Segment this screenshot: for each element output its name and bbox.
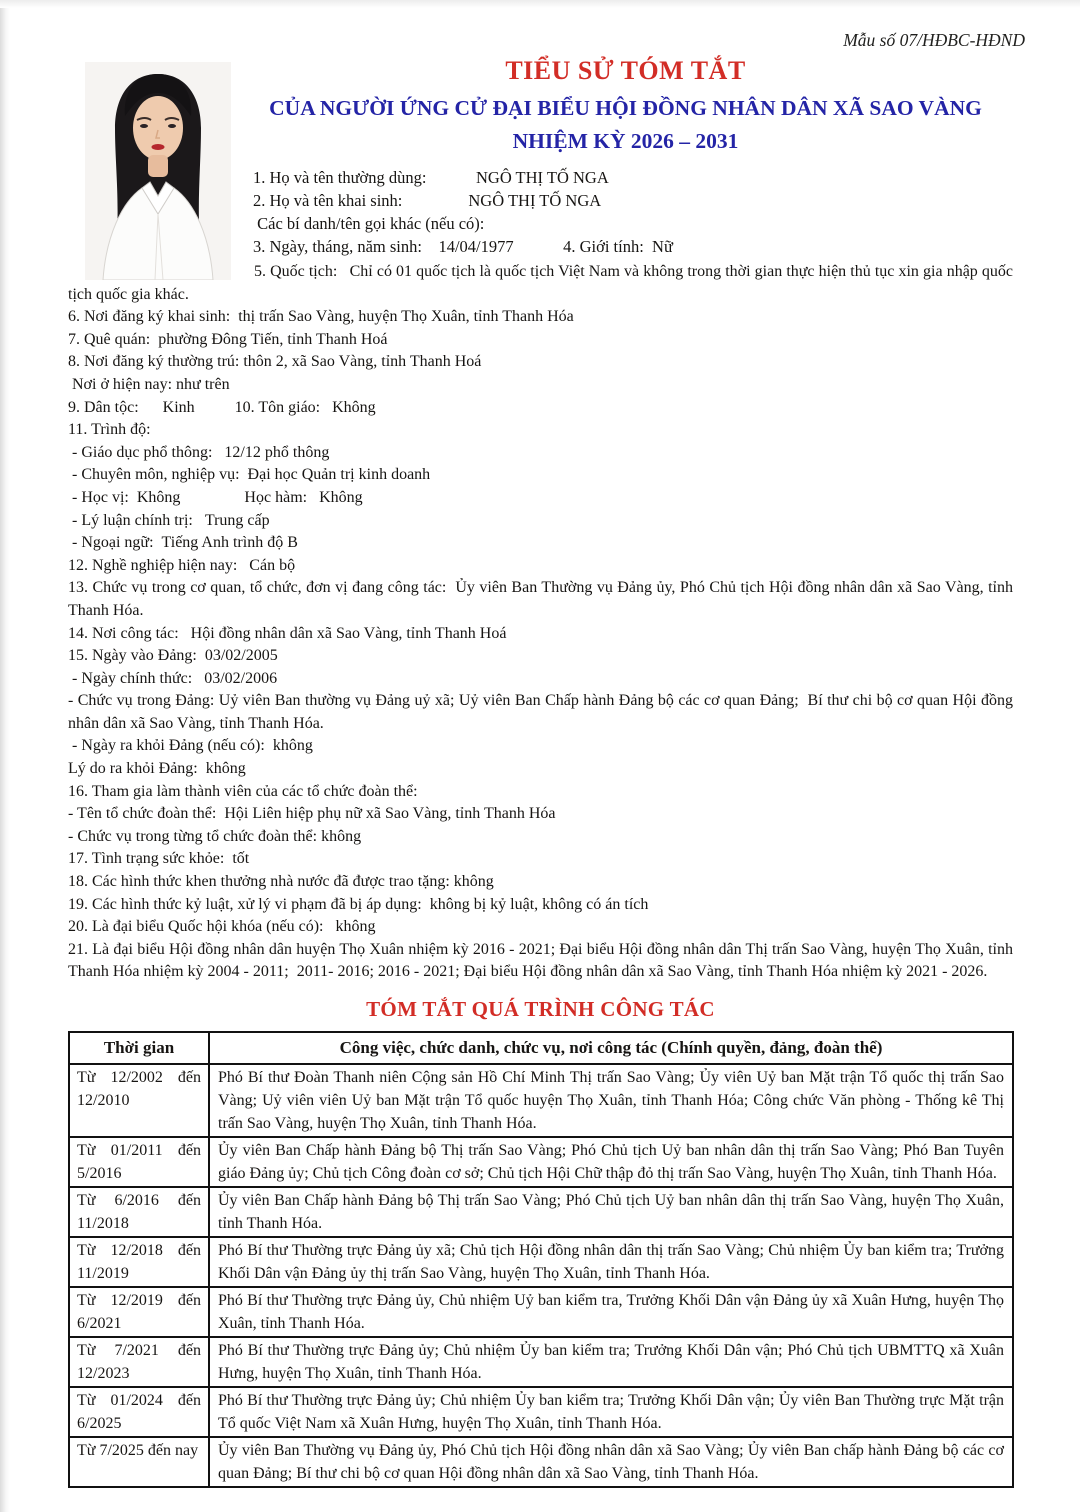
portrait-photo (85, 62, 231, 280)
bio-lines (68, 261, 1013, 984)
bio-line: 18. Các hình thức khen thưởng nhà nước đã được trao tặng: không (68, 873, 494, 891)
career-table (68, 1031, 1014, 1488)
bio-line: - Tên tổ chức đoàn thể: Hội Liên hiệp phụ nữ xã Sao Vàng, tỉnh Thanh Hóa (68, 805, 556, 823)
detail-cell: Phó Bí thư Thường trực Đảng ủy xã; Chủ tịch Hội đồng nhân dân thị trấn Sao Vàng; Chủ nhiệm Ủy ban kiểm tra; Trưởng Khối Dân vận Đảng ủy thị trấn Sao Vàng, huyện Thọ Xuân, tỉnh Thanh Hóa. (209, 1237, 1013, 1287)
detail-cell: Phó Bí thư Thường trực Đảng ủy; Chủ nhiệm Ủy ban kiểm tra; Trưởng Khối Dân vận; Phó Chủ tịch UBMTTQ xã Xuân Hưng, huyện Thọ Xuân, tỉnh Thanh Hóa. (209, 1337, 1013, 1387)
bio-line: 17. Tình trạng sức khỏe: tốt (68, 850, 250, 868)
bio-line: 11. Trình độ: (68, 421, 151, 439)
bio-line: 20. Là đại biểu Quốc hội khóa (nếu có): không (68, 918, 376, 936)
bio-line: 3. Ngày, tháng, năm sinh: 14/04/1977 4. Giới tính: Nữ (253, 237, 673, 256)
bio-line: 15. Ngày vào Đảng: 03/02/2005 (68, 647, 278, 665)
period-cell: Từ 7/2025 đến nay (69, 1437, 209, 1487)
table-row (69, 1287, 1013, 1337)
page-subtitle-term: NHIỆM KỲ 2026 – 2031 (512, 129, 739, 153)
period-cell: Từ 12/2019 đến 6/2021 (69, 1287, 209, 1337)
period-cell: Từ 01/2011 đến 5/2016 (69, 1137, 209, 1187)
bio-line: - Ngày ra khỏi Đảng (nếu có): không (68, 737, 313, 755)
period-cell: Từ 12/2018 đến 11/2019 (69, 1237, 209, 1287)
form-number-label: Mẫu số 07/HĐBC-HĐND (843, 30, 1025, 50)
bio-line: 7. Quê quán: phường Đông Tiến, tỉnh Thanh Hoá (68, 330, 388, 348)
table-row (69, 1337, 1013, 1387)
period-cell: Từ 01/2024 đến 6/2025 (69, 1387, 209, 1437)
bio-line: - Ngoại ngữ: Tiếng Anh trình độ B (68, 534, 298, 552)
table-header-row (69, 1032, 1013, 1064)
bio-line: 2. Họ và tên khai sinh: NGÔ THỊ TỐ NGA (253, 191, 602, 210)
detail-cell: Ủy viên Ban Chấp hành Đảng bộ Thị trấn Sao Vàng; Phó Chủ tịch Uỷ ban nhân dân thị trấn Sao Vàng, huyện Thọ Xuân, tỉnh Thanh Hóa. (209, 1187, 1013, 1237)
page-title: TIỂU SỬ TÓM TẮT (505, 56, 746, 85)
detail-cell: Phó Bí thư Thường trực Đảng ủy, Chủ nhiệm Uỷ ban kiểm tra, Trưởng Khối Dân vận Đảng ủy xã Xuân Hưng, huyện Thọ Xuân, tỉnh Thanh Hóa. (209, 1287, 1013, 1337)
bio-line: - Lý luận chính trị: Trung cấp (68, 511, 270, 529)
detail-cell: Phó Bí thư Thường trực Đảng ủy; Chủ nhiệm Ủy ban kiểm tra; Trưởng Khối Dân vận; Ủy viên Ban Thường trực Mặt trận Tổ quốc Việt Nam xã Xuân Hưng, huyện Thọ Xuân, tỉnh Thanh Hóa. (209, 1387, 1013, 1437)
bio-line: - Chức vụ trong Đảng: Uỷ viên Ban thường vụ Đảng uỷ xã; Uỷ viên Ban Chấp hành Đảng bộ các cơ quan Đảng; Bí thư chi bộ cơ quan Hội đồng nhân dân xã Sao Vàng, tỉnh Thanh Hóa. (68, 692, 1013, 732)
document-header (238, 56, 1013, 154)
period-cell: Từ 6/2016 đến 11/2018 (69, 1187, 209, 1237)
bio-line: 6. Nơi đăng ký khai sinh: thị trấn Sao Vàng, huyện Thọ Xuân, tỉnh Thanh Hóa (68, 308, 574, 326)
bio-line: - Giáo dục phổ thông: 12/12 phổ thông (68, 443, 330, 461)
bio-line: 14. Nơi công tác: Hội đồng nhân dân xã Sao Vàng, tỉnh Thanh Hoá (68, 624, 507, 642)
table-row (69, 1387, 1013, 1437)
table-row (69, 1237, 1013, 1287)
bio-line: 13. Chức vụ trong cơ quan, tổ chức, đơn vị đang công tác: Ủy viên Ban Thường vụ Đảng ủy, Phó Chủ tịch Hội đồng nhân dân xã Sao Vàng, tỉnh Thanh Hóa. (68, 579, 1013, 619)
table-row (69, 1187, 1013, 1237)
career-section-title: TÓM TẮT QUÁ TRÌNH CÔNG TÁC (366, 997, 715, 1021)
bio-line: Nơi ở hiện nay: như trên (68, 375, 230, 393)
bio-line: Các bí danh/tên gọi khác (nếu có): (253, 214, 485, 233)
bio-line: 12. Nghề nghiệp hiện nay: Cán bộ (68, 556, 296, 574)
bio-line: - Chức vụ trong từng tổ chức đoàn thể: không (68, 827, 362, 845)
bio-line: 8. Nơi đăng ký thường trú: thôn 2, xã Sao Vàng, tỉnh Thanh Hoá (68, 353, 482, 371)
bio-line: Lý do ra khỏi Đảng: không (68, 760, 246, 778)
table-row (69, 1064, 1013, 1137)
column-header-time: Thời gian (69, 1032, 209, 1064)
bio-line: 9. Dân tộc: Kinh 10. Tôn giáo: Không (68, 398, 376, 416)
portrait-illustration (85, 62, 231, 280)
bio-line: 19. Các hình thức kỷ luật, xử lý vi phạm đã bị áp dụng: không bị kỷ luật, không có án tích (68, 895, 649, 913)
bio-line: - Học vị: Không Học hàm: Không (68, 488, 363, 506)
bio-line: - Ngày chính thức: 03/02/2006 (68, 669, 278, 687)
bio-line: 16. Tham gia làm thành viên của các tổ chức đoàn thể: (68, 782, 418, 800)
table-row (69, 1137, 1013, 1187)
bio-lines-beside-photo (253, 166, 1013, 258)
detail-cell: Phó Bí thư Đoàn Thanh niên Cộng sản Hồ Chí Minh Thị trấn Sao Vàng; Ủy viên Uỷ ban Mặt trận Tổ quốc thị trấn Sao Vàng; Uỷ viên viên Uỷ ban Mặt trận Tổ quốc huyện Thọ Xuân, tỉnh Thanh Hóa; Công chức Văn phòng - Thống kê Thị trấn Sao Vàng, huyện Thọ Xuân, tỉnh Thanh Hóa. (209, 1064, 1013, 1137)
detail-cell: Ủy viên Ban Chấp hành Đảng bộ Thị trấn Sao Vàng; Phó Chủ tịch Uỷ ban nhân dân thị trấn Sao Vàng; Phó Ban Tuyên giáo Đảng ủy; Chủ tịch Công đoàn cơ sở; Chủ tịch Hội Chữ thập đỏ thị trấn Sao Vàng, huyện Thọ Xuân, tỉnh Thanh Hóa. (209, 1137, 1013, 1187)
bio-line: 21. Là đại biểu Hội đồng nhân dân huyện Thọ Xuân nhiệm kỳ 2016 - 2021; Đại biểu Hội đồng nhân dân Thị trấn Sao Vàng, huyện Thọ Xuân, tỉnh Thanh Hóa nhiệm kỳ 2004 - 2011; 2011- 2016; 2016 - 2021; Đại biểu Hội đồng nhân dân xã Sao Vàng, tỉnh Thanh Hóa nhiệm kỳ 2021 - 2026. (68, 940, 1013, 981)
period-cell: Từ 7/2021 đến 12/2023 (69, 1337, 209, 1387)
page-subtitle: CỦA NGƯỜI ỨNG CỬ ĐẠI BIỂU HỘI ĐỒNG NHÂN DÂN XÃ SAO VÀNG (269, 96, 982, 120)
detail-cell: Ủy viên Ban Thường vụ Đảng ủy, Phó Chủ tịch Hội đồng nhân dân xã Sao Vàng; Ủy viên Ban chấp hành Đảng bộ các cơ quan Đảng; Bí thư chi bộ cơ quan Hội đồng nhân dân xã Sao Vàng, tỉnh Thanh Hóa. (209, 1437, 1013, 1487)
column-header-detail: Công việc, chức danh, chức vụ, nơi công tác (Chính quyền, đảng, đoàn thể) (209, 1032, 1013, 1064)
period-cell: Từ 12/2002 đến 12/2010 (69, 1064, 209, 1137)
bio-line: - Chuyên môn, nghiệp vụ: Đại học Quản trị kinh doanh (68, 466, 431, 484)
bio-line: 1. Họ và tên thường dùng: NGÔ THỊ TỐ NGA (253, 168, 609, 187)
bio-line: 5. Quốc tịch: Chỉ có 01 quốc tịch là quốc tịch Việt Nam và không trong thời gian thực hiện thủ tục xin gia nhập quốc tịch quốc gia khác. (68, 263, 1013, 303)
table-row (69, 1437, 1013, 1487)
